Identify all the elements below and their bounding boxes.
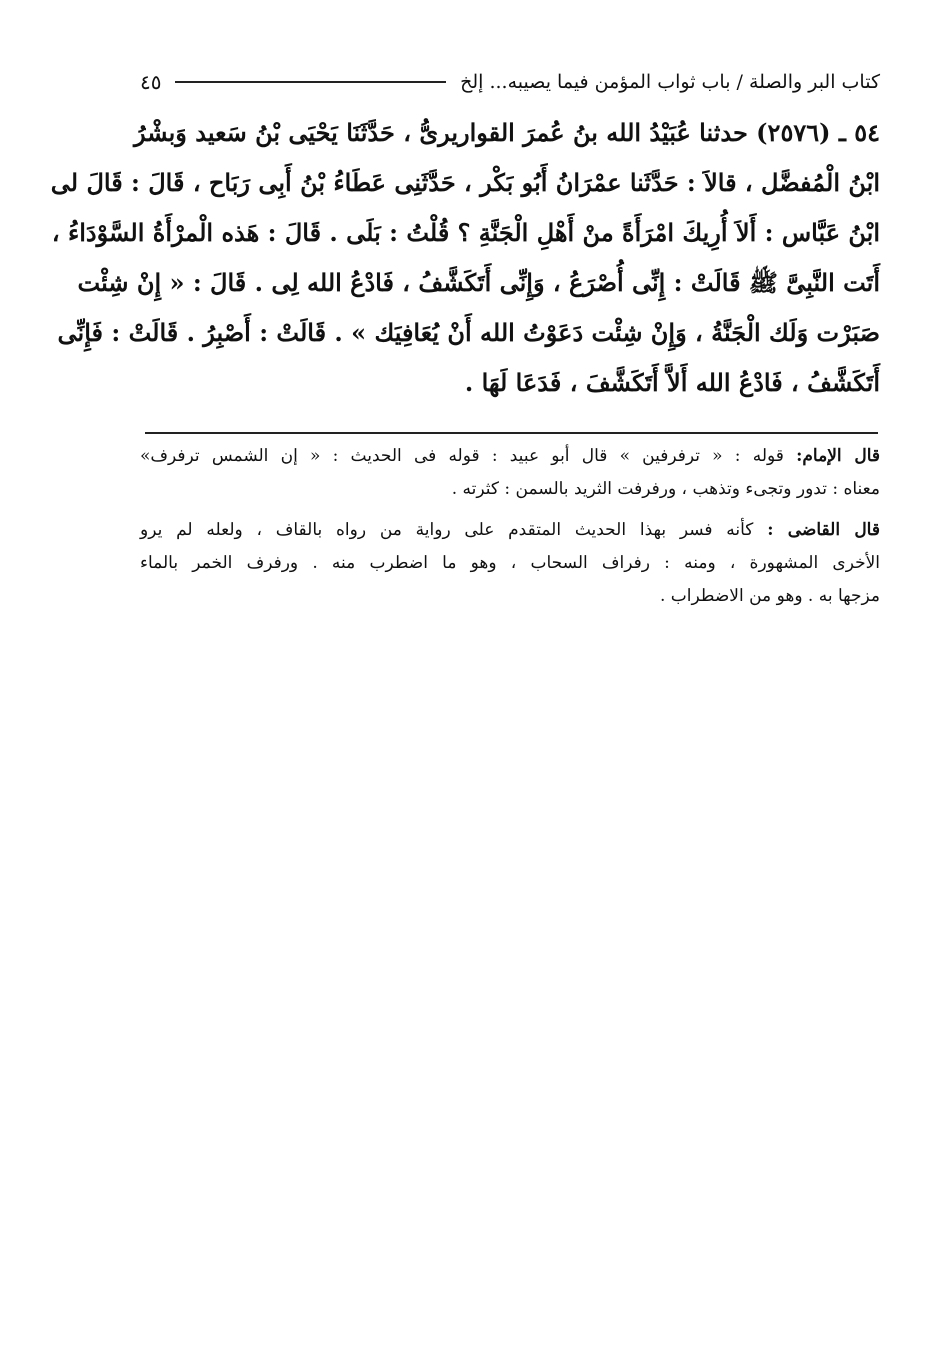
commentary-notes: [140, 440, 880, 621]
commentary-imam: [140, 440, 880, 506]
note-label: قال القاضى :: [767, 520, 880, 540]
note-line: معناه : تدور وتجىء وتذهب ، ورفرفت الثريد بالسمن : كثرته .: [451, 479, 880, 499]
note-line: [140, 440, 880, 473]
hadith-line: أَتَكَشَّفُ ، فَادْعُ الله أَلاَّ أَتَكَشَّفَ ، فَدَعَا لَهَا .: [464, 368, 880, 397]
page-number: ٤٥: [140, 70, 162, 94]
footnote-divider: [145, 432, 878, 434]
note-line: [140, 514, 880, 547]
hadith-line: ابْنُ الْمُفضَّل ، قالاَ : حَدَّثَنا عمْرَانُ أَبُو بَكْر ، حَدَّثَنِى عَطَاءُ بْنُ أَبِى رَبَاح ، قَالَ : قَالَ لى: [50, 168, 880, 197]
header-title: كتاب البر والصلة / باب ثواب المؤمن فيما يصيبه... إلخ: [460, 71, 880, 93]
hadith-line: ابْنُ عَبَّاس : أَلاَ أُرِيكَ امْرَأَةً منْ أَهْلِ الْجَنَّةِ ؟ قُلْتُ : بَلَى . قَالَ : هَذه الْمرْأَةُ السَّوْدَاءُ ،: [51, 218, 880, 247]
note-line: الأخرى المشهورة ، ومنه : رفراف السحاب ، وهو ما اضطرب منه . ورفرف الخمر بالماء: [140, 553, 880, 573]
note-line: مزجها به . وهو من الاضطراب .: [660, 586, 880, 606]
note-text: قوله : « ترفرفين » قال أبو عبيد : قوله فى الحديث : « إن الشمس ترفرف»: [140, 446, 784, 466]
note-text: كأنه فسر بهذا الحديث المتقدم على رواية من رواه بالقاف ، ولعله لم يرو: [140, 520, 754, 540]
commentary-qadi: [140, 514, 880, 613]
running-header: [140, 62, 880, 102]
hadith-line: ٥٤ ـ (٢٥٧٦) حدثنا عُبَيْدُ الله بنُ عُمرَ القواريرىُّ ، حَدَّثَنَا يَحْيَى بْنُ سَعيد وَبشْرُ: [133, 118, 880, 147]
hadith-line: أَتَت النَّبِىَّ ﷺ قَالَتْ : إِنِّى أُصْرَعُ ، وَإِنِّى أَتَكَشَّفُ ، فَادْعُ الله لِى . قَالَ : « إِنْ شِئْت: [77, 268, 880, 297]
note-label: قال الإمام:: [796, 446, 880, 466]
hadith-text: [50, 108, 880, 408]
header-rule: [175, 81, 446, 83]
hadith-line: صَبَرْت وَلَك الْجَنَّةُ ، وَإِنْ شِئْت دَعَوْتُ الله أَنْ يُعَافِيَك » . قَالَتْ : أَصْبِرُ . قَالَتْ : فَإِنِّى: [57, 318, 880, 347]
